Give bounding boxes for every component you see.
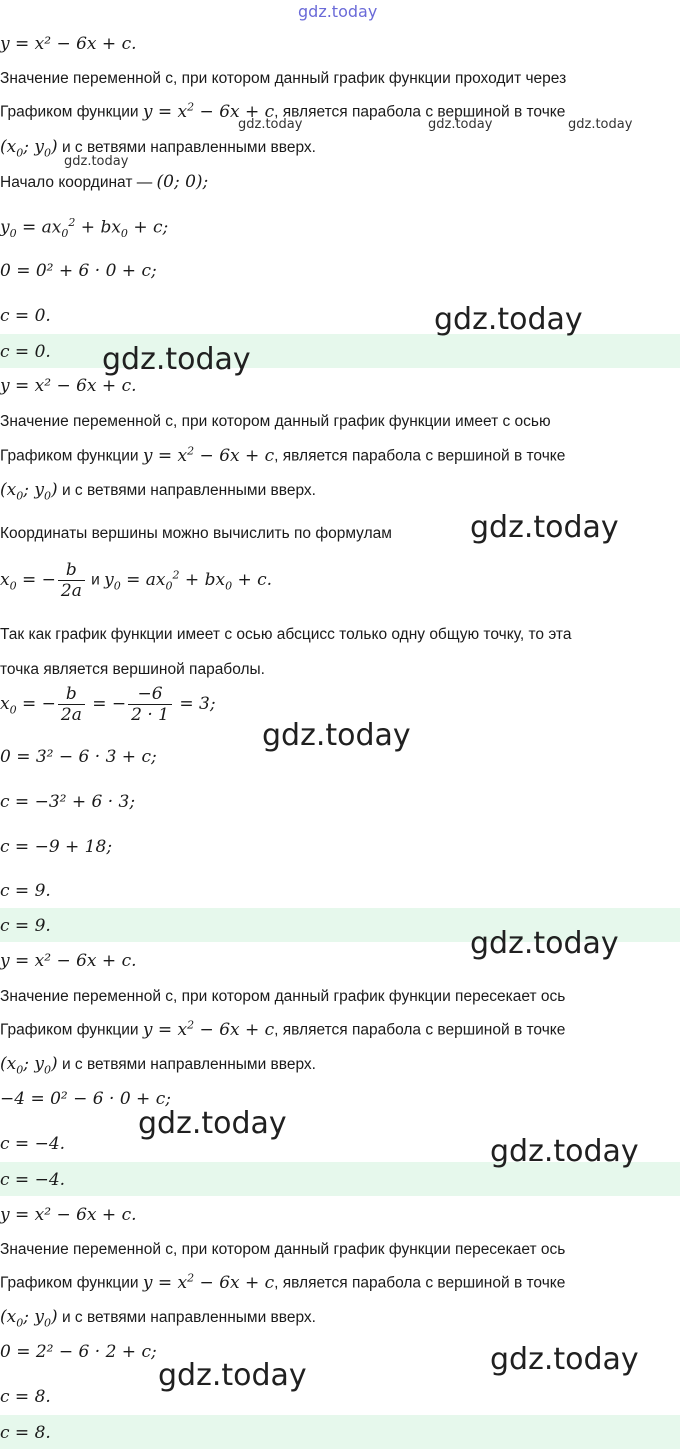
watermark: gdz.today <box>428 117 493 132</box>
parabola-statement: Графиком функции $y = x^2 - 6x + c$, является парабола с вершиной в точке <box>0 100 566 122</box>
watermark: gdz.today <box>138 1106 287 1141</box>
vertex-text: и с ветвями направленными вверх. <box>61 482 316 499</box>
parabola-statement: Графиком функции $y = x^2 - 6x + c$, является парабола с вершиной в точке <box>0 444 566 466</box>
vertex-statement: ($x_0$; $y_0$) и с ветвями направленными вверх. <box>0 480 316 503</box>
and-word: и <box>91 571 100 589</box>
calc-step: c = −3² + 6 · 3; <box>0 792 136 812</box>
parabola-text-start: Графиком функции <box>0 103 139 121</box>
vertex-statement: ($x_0$; $y_0$) и с ветвями направленными вверх. <box>0 1054 316 1077</box>
watermark: gdz.today <box>470 926 619 961</box>
problem-intro: Значение переменной c, при котором данный график функции пересекает ось <box>0 1241 566 1258</box>
watermark: gdz.today <box>238 117 303 132</box>
calc-step: 0 = 2² − 6 · 2 + c; <box>0 1342 157 1362</box>
calc-step: 0 = 0² + 6 · 0 + c; <box>0 261 157 281</box>
calc-step: c = 8. <box>0 1387 51 1407</box>
vertex-text: и с ветвями направленными вверх. <box>61 1056 316 1073</box>
problem-intro: Значение переменной c, при котором данный график функции проходит через <box>0 70 567 87</box>
watermark-top: gdz.today <box>298 2 378 21</box>
answer: c = 0. <box>0 342 51 362</box>
reason-line-1: Так как график функции имеет с осью абсцисс только одну общую точку, то эта <box>0 626 572 643</box>
answer-highlight <box>0 1415 680 1449</box>
watermark: gdz.today <box>470 510 619 545</box>
parabola-text-end: , является парабола с вершиной в точке <box>274 1021 566 1039</box>
watermark: gdz.today <box>64 154 129 169</box>
calc-step: c = −4. <box>0 1134 66 1154</box>
answer: c = 8. <box>0 1423 51 1443</box>
parabola-text-end: , является парабола с вершиной в точке <box>274 447 566 465</box>
parabola-text-end: , является парабола с вершиной в точке <box>274 103 566 121</box>
parabola-text-start: Графиком функции <box>0 1021 139 1039</box>
calc-step: 0 = 3² − 6 · 3 + c; <box>0 747 157 767</box>
origin-text: Начало координат — <box>0 174 157 191</box>
reason-line-2: точка является вершиной параболы. <box>0 661 265 678</box>
calc-step: c = 9. <box>0 881 51 901</box>
function-equation: y = x² − 6x + c. <box>0 1205 137 1225</box>
vertex-formula: $y_0 = ax_0^2 + bx_0 + c$; <box>0 216 169 241</box>
calc-step: c = 0. <box>0 306 51 326</box>
origin-statement <box>0 172 208 192</box>
origin-value: (0; 0); <box>156 172 209 192</box>
vertex-x-calc: $x_0$ = − $\frac{b}{2a}$ = − $\frac{-6}{2 \cdot 1}$ = 3; <box>0 684 216 725</box>
problem-intro: Значение переменной c, при котором данный график функции пересекает ось <box>0 988 566 1005</box>
formula-text: Координаты вершины можно вычислить по формулам <box>0 525 392 542</box>
vertex-statement: ($x_0$; $y_0$) и с ветвями направленными вверх. <box>0 1307 316 1330</box>
watermark: gdz.today <box>102 342 251 377</box>
answer: c = −4. <box>0 1170 66 1190</box>
parabola-statement: Графиком функции $y = x^2 - 6x + c$, является парабола с вершиной в точке <box>0 1018 566 1040</box>
parabola-text-end: , является парабола с вершиной в точке <box>274 1274 566 1292</box>
function-equation: y = x² − 6x + c. <box>0 951 137 971</box>
parabola-text-start: Графиком функции <box>0 1274 139 1292</box>
function-equation: y = x² − 6x + c. <box>0 376 137 396</box>
vertex-text: и с ветвями направленными вверх. <box>61 1309 316 1326</box>
answer: c = 9. <box>0 916 51 936</box>
watermark: gdz.today <box>568 117 633 132</box>
parabola-text-start: Графиком функции <box>0 447 139 465</box>
problem-intro: Значение переменной c, при котором данный график функции имеет с осью <box>0 413 551 430</box>
watermark: gdz.today <box>490 1342 639 1377</box>
parabola-statement: Графиком функции $y = x^2 - 6x + c$, является парабола с вершиной в точке <box>0 1271 566 1293</box>
watermark: gdz.today <box>434 302 583 337</box>
watermark: gdz.today <box>490 1134 639 1169</box>
calc-step: c = −9 + 18; <box>0 837 113 857</box>
calc-step: −4 = 0² − 6 · 0 + c; <box>0 1089 171 1109</box>
watermark: gdz.today <box>158 1358 307 1393</box>
vertex-statement: ($x_0$; $y_0$) и с ветвями направленными вверх. <box>0 137 316 160</box>
function-equation: y = x² − 6x + c. <box>0 34 137 54</box>
watermark: gdz.today <box>262 718 411 753</box>
vertex-formulas: $x_0$ = − $\frac{b}{2a}$ и $y_0 = ax_0^2 + bx_0 + c$. <box>0 560 273 601</box>
vertex-text: и с ветвями направленными вверх. <box>61 139 316 156</box>
